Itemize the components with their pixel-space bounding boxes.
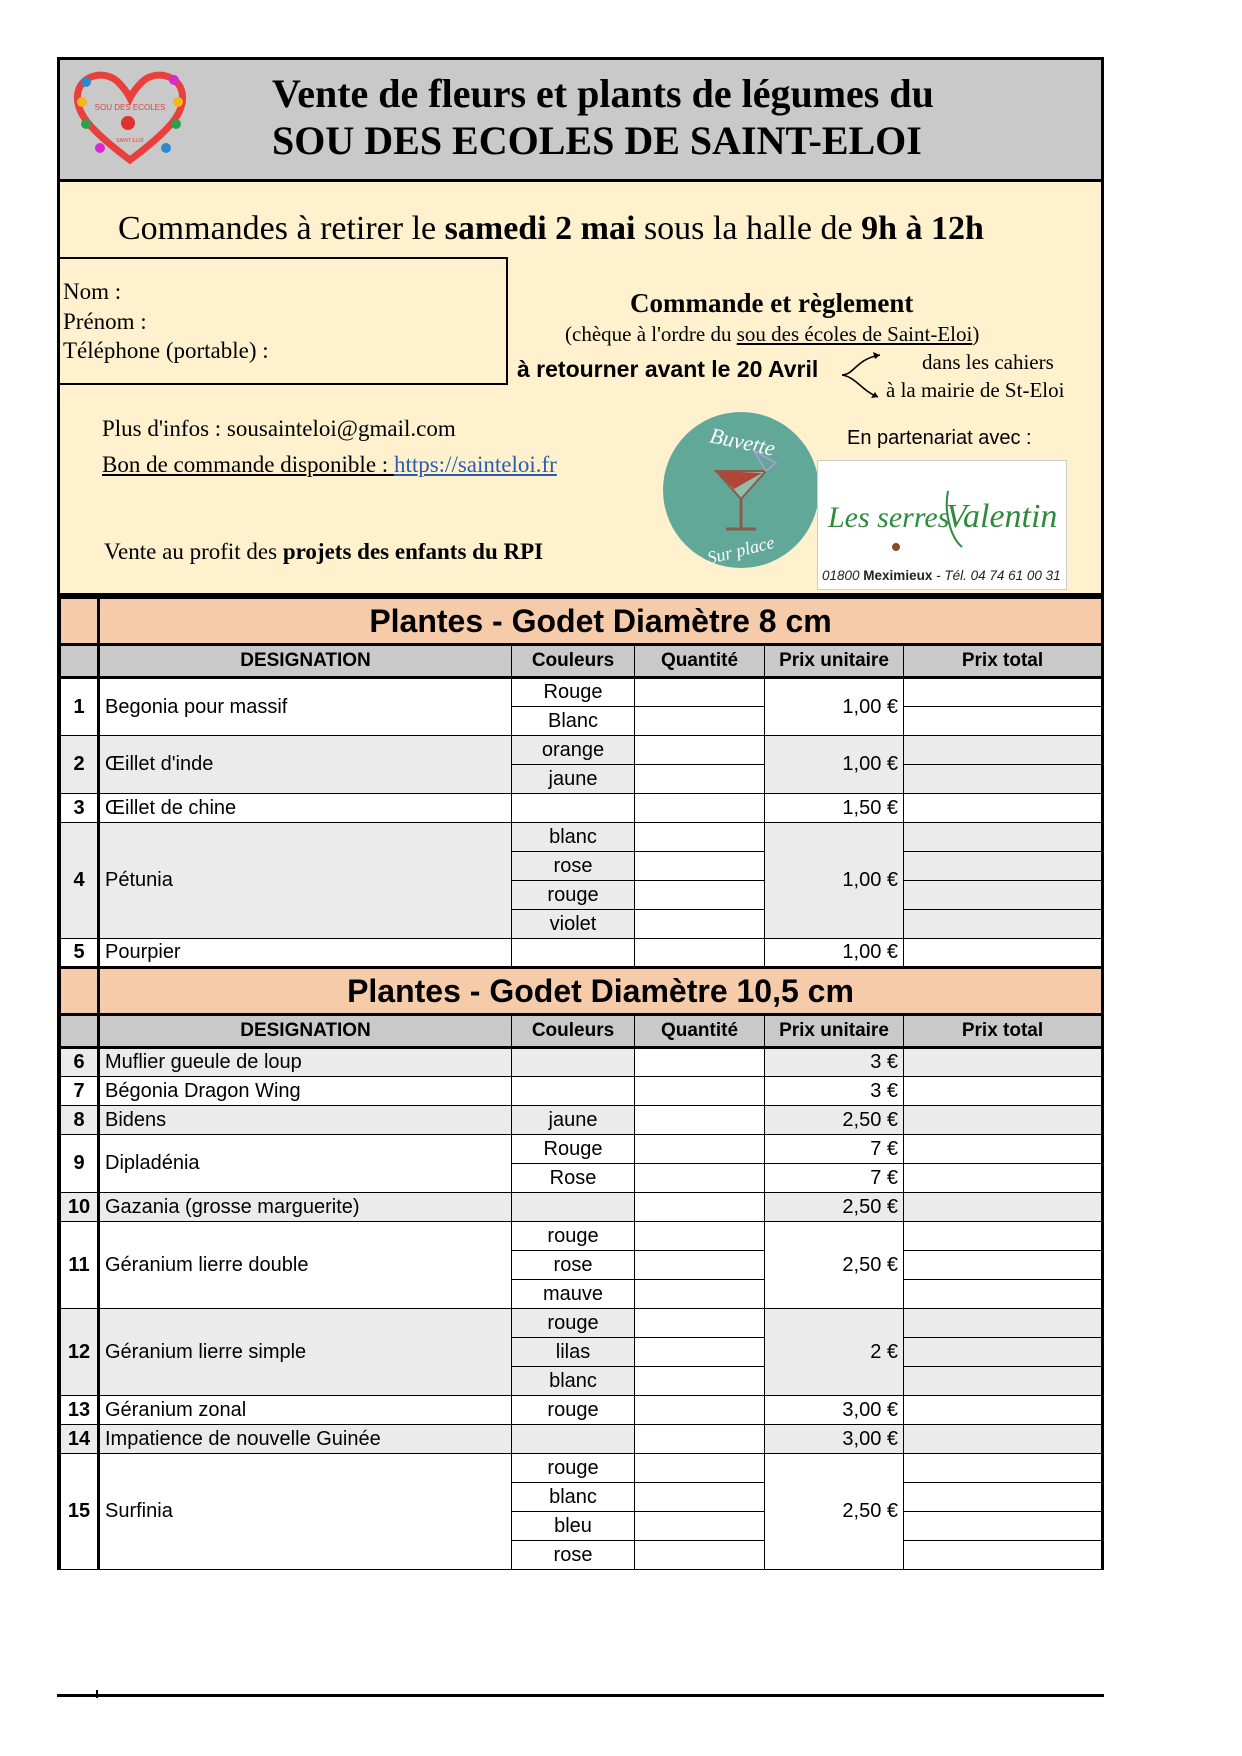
quantity-input[interactable] <box>635 823 765 852</box>
table-row <box>61 1396 1102 1425</box>
total-price-input[interactable] <box>904 1222 1102 1251</box>
item-color <box>512 1077 635 1106</box>
item-designation: Œillet d'inde <box>99 736 512 794</box>
column-header-quantite: Quantité <box>635 1015 765 1048</box>
total-price-input[interactable] <box>904 736 1102 765</box>
item-number: 1 <box>61 678 99 736</box>
info-panel <box>60 182 1101 596</box>
order-form-availability <box>102 452 557 478</box>
svg-text:Sur place: Sur place <box>705 532 777 569</box>
item-color: Rose <box>512 1164 635 1193</box>
table-row <box>61 1425 1102 1454</box>
svg-text:Les serres: Les serres <box>828 501 950 534</box>
unit-price: 2 € <box>765 1309 904 1396</box>
total-price-input[interactable] <box>904 1338 1102 1367</box>
item-designation: Pourpier <box>99 939 512 968</box>
quantity-input[interactable] <box>635 1251 765 1280</box>
unit-price: 2,50 € <box>765 1106 904 1135</box>
unit-price: 2,50 € <box>765 1222 904 1309</box>
total-price-input[interactable] <box>904 939 1102 968</box>
quantity-input[interactable] <box>635 678 765 707</box>
unit-price: 1,00 € <box>765 736 904 794</box>
item-color <box>512 1193 635 1222</box>
quantity-input[interactable] <box>635 1106 765 1135</box>
item-color: rouge <box>512 1396 635 1425</box>
item-designation: Géranium lierre double <box>99 1222 512 1309</box>
destination-cahiers: dans les cahiers <box>922 350 1054 374</box>
item-designation: Muflier gueule de loup <box>99 1048 512 1077</box>
section-title-spacer <box>61 968 99 1015</box>
table-row <box>61 1454 1102 1483</box>
column-header-spacer <box>61 645 99 678</box>
total-price-input[interactable] <box>904 852 1102 881</box>
nom-field[interactable]: Nom : <box>63 279 122 304</box>
total-price-input[interactable] <box>904 1396 1102 1425</box>
quantity-input[interactable] <box>635 852 765 881</box>
svg-text:Buvette: Buvette <box>707 422 778 461</box>
item-color: rose <box>512 1251 635 1280</box>
total-price-input[interactable] <box>904 881 1102 910</box>
table-row <box>61 1193 1102 1222</box>
partner-address: 01800 Meximieux - Tél. 04 74 61 00 31 <box>822 568 1061 583</box>
table-row <box>61 678 1102 707</box>
total-price-input[interactable] <box>904 1280 1102 1309</box>
column-header-quantite: Quantité <box>635 645 765 678</box>
item-color: blanc <box>512 1483 635 1512</box>
unit-price: 7 € <box>765 1135 904 1164</box>
svg-text:SOU DES ECOLES: SOU DES ECOLES <box>94 103 166 112</box>
item-number: 3 <box>61 794 99 823</box>
quantity-input[interactable] <box>635 1541 765 1570</box>
order-form-label: Bon de commande disponible : <box>102 452 394 477</box>
item-color: Rouge <box>512 678 635 707</box>
total-price-input[interactable] <box>904 678 1102 707</box>
quantity-input[interactable] <box>635 910 765 939</box>
unit-price: 1,50 € <box>765 794 904 823</box>
quantity-input[interactable] <box>635 1309 765 1338</box>
quantity-input[interactable] <box>635 1454 765 1483</box>
item-number: 5 <box>61 939 99 968</box>
unit-price: 1,00 € <box>765 823 904 939</box>
total-price-input[interactable] <box>904 1048 1102 1077</box>
total-price-input[interactable] <box>904 1425 1102 1454</box>
unit-price: 2,50 € <box>765 1193 904 1222</box>
quantity-input[interactable] <box>635 1338 765 1367</box>
unit-price: 3,00 € <box>765 1425 904 1454</box>
serres-valentin-logo-icon <box>818 461 1066 561</box>
column-header-designation: DESIGNATION <box>99 1015 512 1048</box>
table-row <box>61 794 1102 823</box>
quantity-input[interactable] <box>635 794 765 823</box>
item-color <box>512 1048 635 1077</box>
return-deadline: à retourner avant le 20 Avril <box>517 356 819 382</box>
partner-logo <box>817 460 1067 590</box>
item-color: rouge <box>512 1222 635 1251</box>
contact-email: Plus d'infos : sousainteloi@gmail.com <box>102 416 456 441</box>
item-number: 7 <box>61 1077 99 1106</box>
item-color: mauve <box>512 1280 635 1309</box>
item-color: jaune <box>512 1106 635 1135</box>
item-number: 6 <box>61 1048 99 1077</box>
order-table <box>60 596 1102 1570</box>
total-price-input[interactable] <box>904 1135 1102 1164</box>
quantity-input[interactable] <box>635 736 765 765</box>
buvette-badge-icon <box>662 411 820 569</box>
quantity-input[interactable] <box>635 765 765 794</box>
column-header-row <box>61 645 1102 678</box>
table-row <box>61 1048 1102 1077</box>
table-row <box>61 1106 1102 1135</box>
item-number: 15 <box>61 1454 99 1570</box>
total-price-input[interactable] <box>904 1512 1102 1541</box>
table-row <box>61 823 1102 852</box>
item-designation: Surfinia <box>99 1454 512 1570</box>
quantity-input[interactable] <box>635 1280 765 1309</box>
total-price-input[interactable] <box>904 1367 1102 1396</box>
item-color <box>512 939 635 968</box>
item-number: 11 <box>61 1222 99 1309</box>
total-price-input[interactable] <box>904 1541 1102 1570</box>
column-header-prix-unitaire: Prix unitaire <box>765 645 904 678</box>
total-price-input[interactable] <box>904 1077 1102 1106</box>
unit-price: 3 € <box>765 1077 904 1106</box>
item-designation: Bidens <box>99 1106 512 1135</box>
item-number: 10 <box>61 1193 99 1222</box>
quantity-input[interactable] <box>635 707 765 736</box>
prenom-field[interactable]: Prénom : <box>63 308 147 334</box>
item-number: 9 <box>61 1135 99 1193</box>
partnership-label: En partenariat avec : <box>847 427 1032 449</box>
bottom-divider <box>57 1694 1104 1697</box>
unit-price: 1,00 € <box>765 678 904 736</box>
item-designation: Begonia pour massif <box>99 678 512 736</box>
item-number: 4 <box>61 823 99 939</box>
quantity-input[interactable] <box>635 881 765 910</box>
item-color: rose <box>512 1541 635 1570</box>
item-color: Blanc <box>512 707 635 736</box>
total-price-input[interactable] <box>904 1483 1102 1512</box>
item-color: orange <box>512 736 635 765</box>
item-number: 14 <box>61 1425 99 1454</box>
sou-des-ecoles-logo-icon <box>70 68 190 166</box>
column-header-prix-total: Prix total <box>904 1015 1102 1048</box>
column-header-prix-unitaire: Prix unitaire <box>765 1015 904 1048</box>
total-price-input[interactable] <box>904 707 1102 736</box>
item-color: jaune <box>512 765 635 794</box>
item-color: blanc <box>512 823 635 852</box>
column-header-couleurs: Couleurs <box>512 645 635 678</box>
unit-price: 2,50 € <box>765 1454 904 1570</box>
item-color: blanc <box>512 1367 635 1396</box>
total-price-input[interactable] <box>904 1251 1102 1280</box>
quantity-input[interactable] <box>635 1077 765 1106</box>
quantity-input[interactable] <box>635 1222 765 1251</box>
total-price-input[interactable] <box>904 1193 1102 1222</box>
item-designation: Bégonia Dragon Wing <box>99 1077 512 1106</box>
quantity-input[interactable] <box>635 1483 765 1512</box>
section-title: Plantes - Godet Diamètre 10,5 cm <box>99 968 1102 1015</box>
order-form <box>57 57 1104 1570</box>
destination-mairie: à la mairie de St-Eloi <box>886 378 1065 402</box>
item-color: rouge <box>512 881 635 910</box>
item-number: 2 <box>61 736 99 794</box>
order-payment-heading: Commande et règlement <box>630 288 914 318</box>
total-price-input[interactable] <box>904 765 1102 794</box>
page-title <box>272 70 934 164</box>
item-designation: Géranium zonal <box>99 1396 512 1425</box>
profit-note: Vente au profit des projets des enfants du RPI <box>104 539 544 564</box>
item-designation: Géranium lierre simple <box>99 1309 512 1396</box>
unit-price: 7 € <box>765 1164 904 1193</box>
unit-price: 3 € <box>765 1048 904 1077</box>
quantity-input[interactable] <box>635 939 765 968</box>
quantity-input[interactable] <box>635 1512 765 1541</box>
total-price-input[interactable] <box>904 1106 1102 1135</box>
svg-text:Valentin: Valentin <box>946 498 1058 535</box>
title-line-1: Vente de fleurs et plants de légumes du <box>272 71 934 116</box>
item-designation: Œillet de chine <box>99 794 512 823</box>
pickup-notice: Commandes à retirer le samedi 2 mai sous la halle de 9h à 12h <box>118 210 984 247</box>
table-row <box>61 1077 1102 1106</box>
table-row <box>61 1309 1102 1338</box>
section-title-spacer <box>61 598 99 645</box>
total-price-input[interactable] <box>904 1164 1102 1193</box>
customer-info-box[interactable] <box>57 257 508 385</box>
item-color: rouge <box>512 1454 635 1483</box>
item-color: lilas <box>512 1338 635 1367</box>
total-price-input[interactable] <box>904 823 1102 852</box>
header <box>60 60 1101 182</box>
cheque-note: (chèque à l'ordre du sou des écoles de Saint-Eloi) <box>565 322 980 346</box>
item-designation: Impatience de nouvelle Guinée <box>99 1425 512 1454</box>
table-row <box>61 1222 1102 1251</box>
item-number: 12 <box>61 1309 99 1396</box>
quantity-input[interactable] <box>635 1425 765 1454</box>
svg-text:SAINT ELOI: SAINT ELOI <box>116 138 144 144</box>
unit-price: 1,00 € <box>765 939 904 968</box>
unit-price: 3,00 € <box>765 1396 904 1425</box>
item-designation: Gazania (grosse marguerite) <box>99 1193 512 1222</box>
item-color: bleu <box>512 1512 635 1541</box>
item-color: violet <box>512 910 635 939</box>
item-color: rose <box>512 852 635 881</box>
quantity-input[interactable] <box>635 1367 765 1396</box>
total-price-input[interactable] <box>904 1454 1102 1483</box>
item-color <box>512 794 635 823</box>
total-price-input[interactable] <box>904 1309 1102 1338</box>
section-title: Plantes - Godet Diamètre 8 cm <box>99 598 1102 645</box>
item-color: Rouge <box>512 1135 635 1164</box>
quantity-input[interactable] <box>635 1164 765 1193</box>
title-line-2: SOU DES ECOLES DE SAINT-ELOI <box>272 118 922 163</box>
quantity-input[interactable] <box>635 1048 765 1077</box>
item-color: rouge <box>512 1309 635 1338</box>
bottom-divider-tick <box>96 1690 98 1698</box>
item-number: 13 <box>61 1396 99 1425</box>
quantity-input[interactable] <box>635 1396 765 1425</box>
table-row <box>61 939 1102 968</box>
column-header-spacer <box>61 1015 99 1048</box>
column-header-designation: DESIGNATION <box>99 645 512 678</box>
table-row <box>61 736 1102 765</box>
section-title-row <box>61 598 1102 645</box>
item-number: 8 <box>61 1106 99 1135</box>
section-title-row <box>61 968 1102 1015</box>
column-header-row <box>61 1015 1102 1048</box>
quantity-input[interactable] <box>635 1193 765 1222</box>
telephone-field[interactable]: Téléphone (portable) : <box>63 338 269 363</box>
table-row <box>61 1135 1102 1164</box>
website-link[interactable]: https://sainteloi.fr <box>393 452 557 477</box>
quantity-input[interactable] <box>635 1135 765 1164</box>
item-designation: Pétunia <box>99 823 512 939</box>
item-color <box>512 1425 635 1454</box>
column-header-couleurs: Couleurs <box>512 1015 635 1048</box>
total-price-input[interactable] <box>904 794 1102 823</box>
total-price-input[interactable] <box>904 910 1102 939</box>
column-header-prix-total: Prix total <box>904 645 1102 678</box>
item-designation: Dipladénia <box>99 1135 512 1193</box>
